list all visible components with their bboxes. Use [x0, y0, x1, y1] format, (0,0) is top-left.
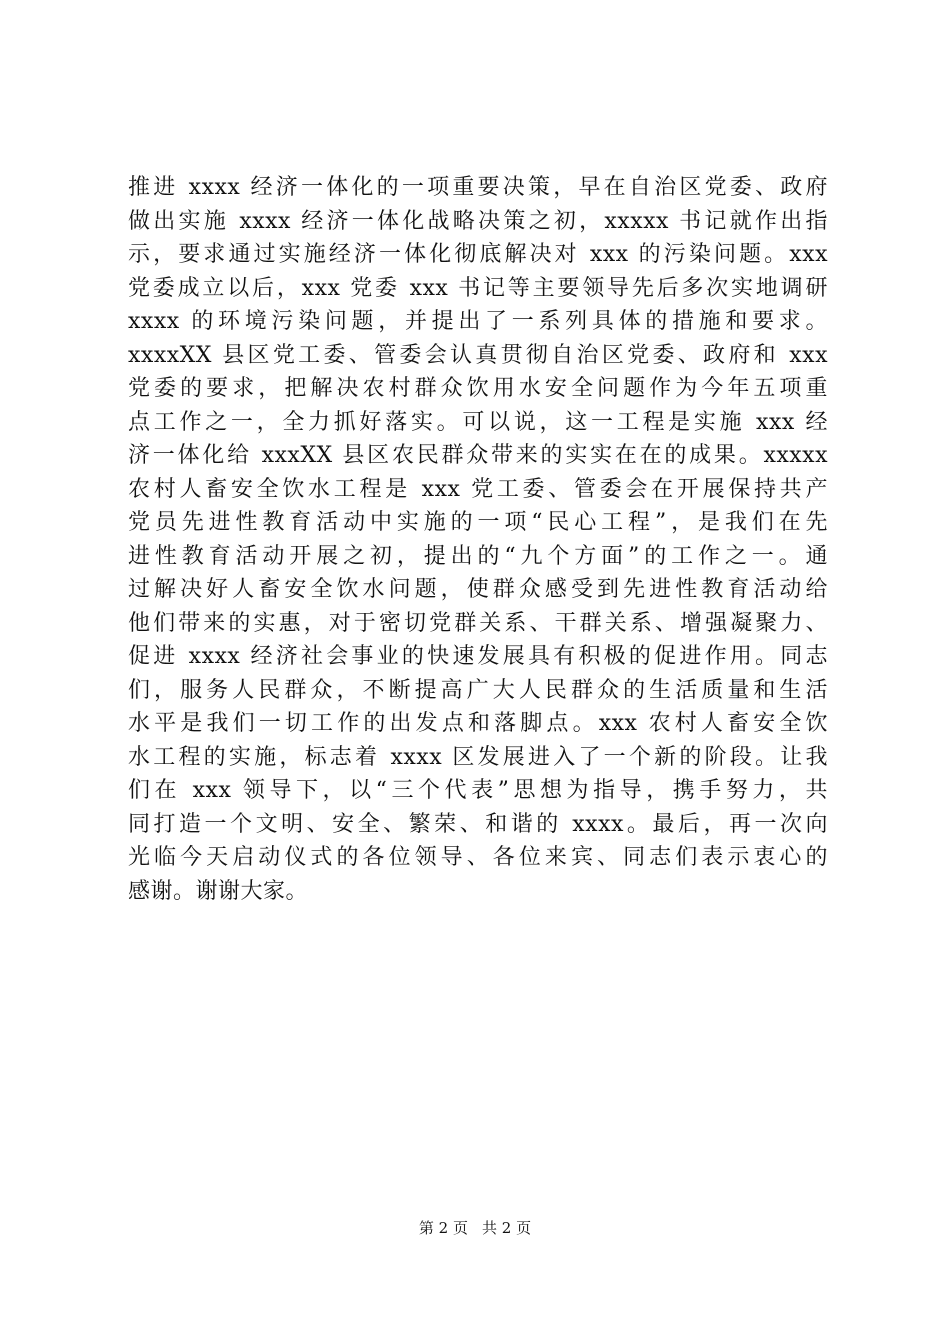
page-number: 第 2 页: [418, 1219, 468, 1237]
text-line-last: 感谢。谢谢大家。: [128, 878, 309, 904]
text-line: 促进 xxxx 经济社会事业的快速发展具有积极的促进作用。同志: [128, 644, 828, 669]
text-line: 示，要求通过实施经济一体化彻底解决对 xxx 的污染问题。xxx: [128, 242, 828, 267]
text-line: 光临今天启动仪式的各位领导、各位来宾、同志们表示衷心的: [128, 845, 828, 870]
text-line: xxxxXX 县区党工委、管委会认真贯彻自治区党委、政府和 xxx: [128, 342, 828, 368]
text-line: 进性教育活动开展之初，提出的“九个方面”的工作之一。通: [128, 543, 828, 569]
text-line: 党委成立以后，xxx 党委 xxx 书记等主要领导先后多次实地调研: [128, 275, 828, 301]
text-line: 党员先进性教育活动中实施的一项“民心工程”，是我们在先: [128, 510, 828, 535]
text-line: 过解决好人畜安全饮水问题，使群众感受到先进性教育活动给: [128, 577, 828, 602]
text-line: 党委的要求，把解决农村群众饮用水安全问题作为今年五项重: [128, 376, 828, 401]
text-line: 推进 xxxx 经济一体化的一项重要决策，早在自治区党委、政府: [128, 175, 828, 200]
text-line: 同打造一个文明、安全、繁荣、和谐的 xxxx。最后，再一次向: [128, 811, 828, 837]
text-line: xxxx 的环境污染问题，并提出了一系列具体的措施和要求。: [128, 309, 828, 334]
text-line: 水平是我们一切工作的出发点和落脚点。xxx 农村人畜安全饮: [128, 711, 828, 736]
body-paragraph: [128, 171, 828, 908]
text-line: 他们带来的实惠，对于密切党群关系、干群关系、增强凝聚力、: [128, 610, 828, 636]
text-line: 农村人畜安全饮水工程是 xxx 党工委、管委会在开展保持共产: [128, 476, 828, 502]
text-line: 济一体化给 xxxXX 县区农民群众带来的实实在在的成果。xxxxx: [128, 443, 828, 468]
text-line: 做出实施 xxxx 经济一体化战略决策之初，xxxxx 书记就作出指: [128, 208, 828, 234]
text-line: 们在 xxx 领导下，以“三个代表”思想为指导，携手努力，共: [128, 778, 828, 803]
text-line: 们，服务人民群众，不断提高广大人民群众的生活质量和生活: [128, 677, 828, 703]
text-line: 水工程的实施，标志着 xxxx 区发展进入了一个新的阶段。让我: [128, 744, 828, 770]
text-line: 点工作之一，全力抓好落实。可以说，这一工程是实施 xxx 经: [128, 409, 828, 435]
page-footer: [0, 1217, 950, 1238]
page-total: 共 2 页: [482, 1219, 532, 1237]
